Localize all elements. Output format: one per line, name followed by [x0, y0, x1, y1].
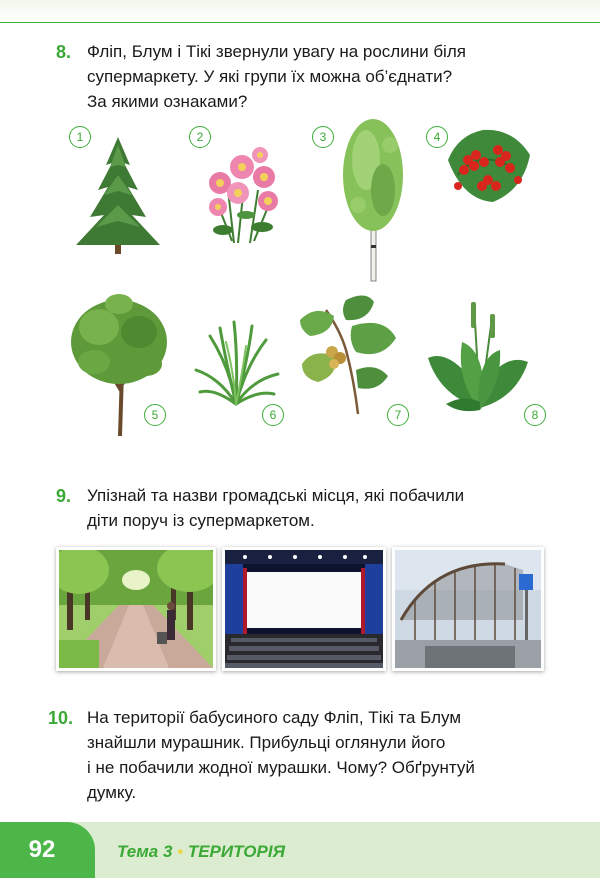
task-line: супермаркету. У які групи їх можна об’єднати?	[87, 67, 453, 86]
hazel-branch-image	[296, 290, 400, 416]
spruce-image	[68, 135, 168, 260]
underground-passage-photo	[392, 547, 544, 671]
plant-badge: 2	[189, 126, 211, 148]
task-text	[87, 39, 466, 114]
plant-badge: 5	[144, 404, 166, 426]
plant-badge: 1	[69, 126, 91, 148]
grass-image	[190, 318, 282, 406]
task-number: 9.	[56, 486, 72, 506]
topic-name: ТЕРИТОРІЯ	[187, 842, 285, 861]
task-line: На території бабусиного саду Фліп, Тікі та Блум	[87, 708, 462, 727]
park-alley-photo	[56, 547, 216, 671]
task-line: знайшли мурашник. Прибульці оглянули його	[87, 733, 446, 752]
task-line: За якими ознаками?	[87, 92, 248, 111]
plant-badge: 7	[387, 404, 409, 426]
birch-image	[338, 115, 408, 283]
task-number: 8.	[56, 42, 72, 62]
viburnum-image	[438, 120, 538, 210]
plantain-image	[420, 298, 532, 418]
plant-badge: 8	[524, 404, 546, 426]
cinema-hall-photo	[222, 547, 386, 671]
task-number: 10.	[48, 708, 74, 728]
page-number: 92	[28, 836, 56, 863]
topic-prefix: Тема 3	[117, 842, 173, 861]
chrysanthemum-image	[198, 145, 288, 245]
topic-title	[117, 842, 285, 862]
top-band	[0, 0, 600, 23]
plant-badge: 6	[262, 404, 284, 426]
task-text	[87, 705, 475, 805]
plant-badge: 3	[312, 126, 334, 148]
task-text	[87, 483, 464, 533]
topic-separator: •	[177, 842, 184, 861]
task-line: Фліп, Блум і Тікі звернули увагу на рослини біля	[87, 42, 466, 61]
task-line: і не побачили жодної мурашки. Чому? Обґрунтуй	[87, 758, 475, 777]
task-line: Упізнай та назви громадські місця, які побачили	[87, 486, 465, 505]
task-line: думку.	[87, 783, 137, 802]
task-line: діти поруч із супермаркетом.	[87, 511, 315, 530]
plant-badge: 4	[426, 126, 448, 148]
